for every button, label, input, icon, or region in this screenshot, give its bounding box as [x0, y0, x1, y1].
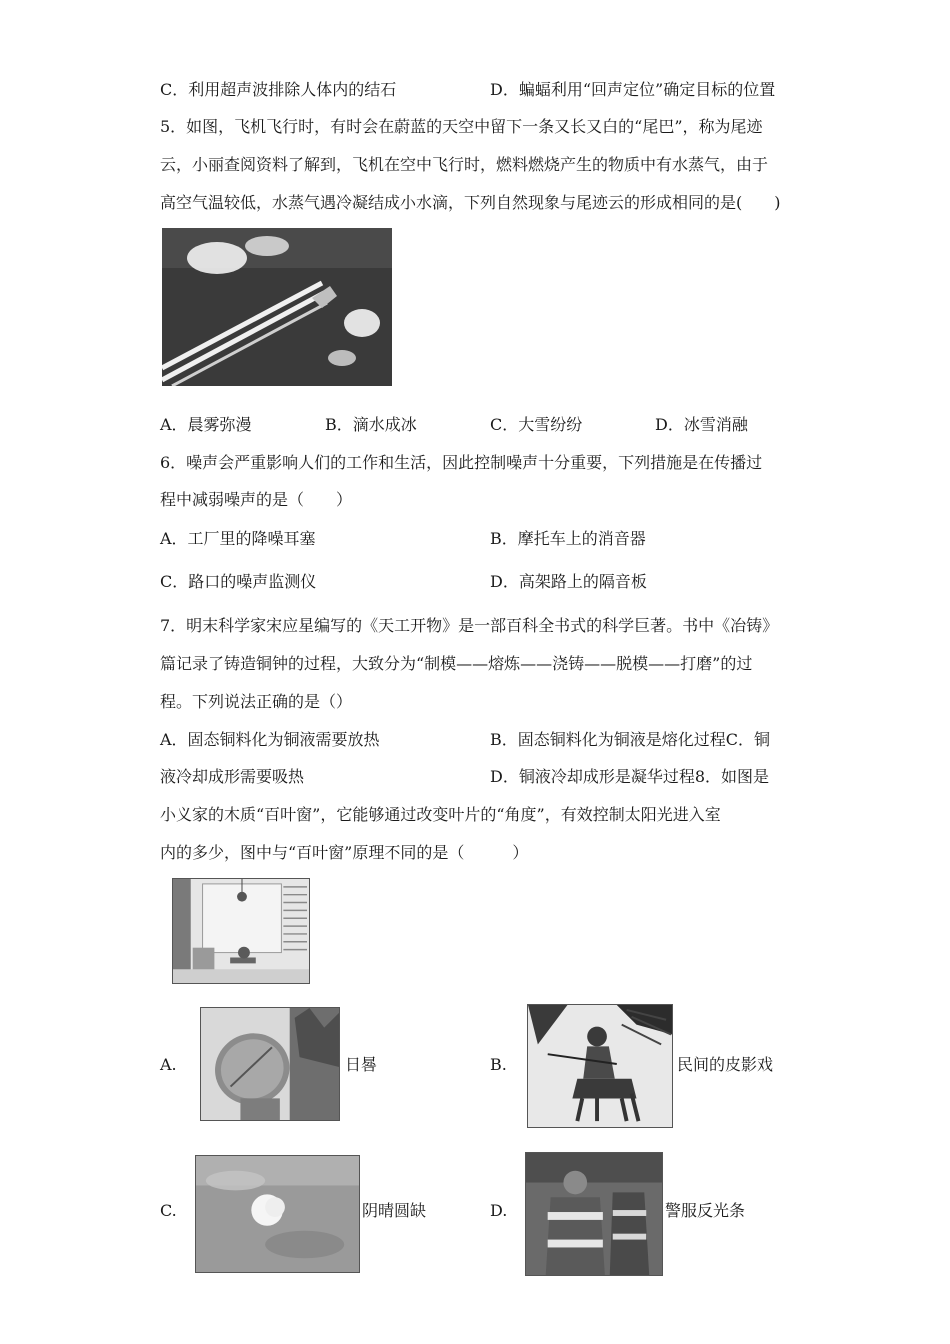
- q8-option-b-label: 民间的皮影戏: [677, 1055, 774, 1074]
- q7-option-a: A．固态铜料化为铜液需要放热: [160, 730, 380, 749]
- q6-option-a: A．工厂里的降噪耳塞: [160, 529, 316, 548]
- police-reflective-strip-photo: [525, 1152, 663, 1276]
- q6-option-d: D．高架路上的隔音板: [490, 572, 647, 591]
- q7-option-b: B．固态铜料化为铜液是熔化过程C．铜: [490, 730, 771, 749]
- q8-option-d-label: 警服反光条: [665, 1201, 746, 1220]
- q8-option-a-label: 日晷: [345, 1055, 378, 1074]
- q8-option-b-letter: B.: [490, 1055, 507, 1074]
- q5-option-c: C．大雪纷纷: [490, 415, 583, 434]
- moon-phases-photo: [195, 1155, 360, 1273]
- q6-stem-line-2: 程中减弱噪声的是（ ）: [160, 490, 353, 509]
- q5-option-d: D．冰雪消融: [655, 415, 748, 434]
- q8-stem-line-2: 内的多少，图中与“百叶窗”原理不同的是（ ）: [160, 843, 529, 862]
- shutter-window-photo: [172, 878, 310, 984]
- q4-option-c: C．利用超声波排除人体内的结石: [160, 80, 397, 99]
- q7-stem-line-3: 程。下列说法正确的是（）: [160, 692, 353, 711]
- q5-stem-line-1: 5．如图，飞机飞行时，有时会在蔚蓝的天空中留下一条又长又白的“尾巴”，称为尾迹: [160, 117, 763, 136]
- q5-option-b: B．滴水成冰: [325, 415, 417, 434]
- q5-stem-line-3: 高空气温较低，水蒸气遇冷凝结成小水滴，下列自然现象与尾迹云的形成相同的是( ): [160, 193, 781, 212]
- q5-option-a: A．晨雾弥漫: [160, 415, 252, 434]
- q6-stem-line-1: 6．噪声会严重影响人们的工作和生活，因此控制噪声十分重要，下列措施是在传播过: [160, 453, 763, 472]
- sundial-photo: [200, 1007, 340, 1121]
- q7-stem-line-2: 篇记录了铸造铜钟的过程，大致分为“制模——熔炼——浇铸——脱模——打磨”的过: [160, 654, 753, 673]
- q8-option-c-letter: C.: [160, 1201, 177, 1220]
- q5-stem-line-2: 云，小丽查阅资料了解到，飞机在空中飞行时，燃料燃烧产生的物质中有水蒸气，由于: [160, 155, 769, 174]
- q8-option-d-letter: D.: [490, 1201, 508, 1220]
- q7-option-c-tail: 液冷却成形需要吸热: [160, 767, 305, 786]
- q8-option-a-letter: A.: [160, 1055, 177, 1074]
- q6-option-b: B．摩托车上的消音器: [490, 529, 646, 548]
- q6-option-c: C．路口的噪声监测仪: [160, 572, 317, 591]
- shadow-puppet-photo: [527, 1004, 673, 1128]
- q8-option-c-label: 阴晴圆缺: [362, 1201, 427, 1220]
- contrail-photo: [162, 228, 392, 386]
- q7-stem-line-1: 7．明末科学家宋应星编写的《天工开物》是一部百科全书式的科学巨著。书中《冶铸》: [160, 616, 779, 635]
- q8-stem-line-1: 小义家的木质“百叶窗”，它能够通过改变叶片的“角度”，有效控制太阳光进入室: [160, 805, 721, 824]
- q4-option-d: D．蝙蝠利用“回声定位”确定目标的位置: [490, 80, 776, 99]
- q7-option-d: D．铜液冷却成形是凝华过程8．如图是: [490, 767, 770, 786]
